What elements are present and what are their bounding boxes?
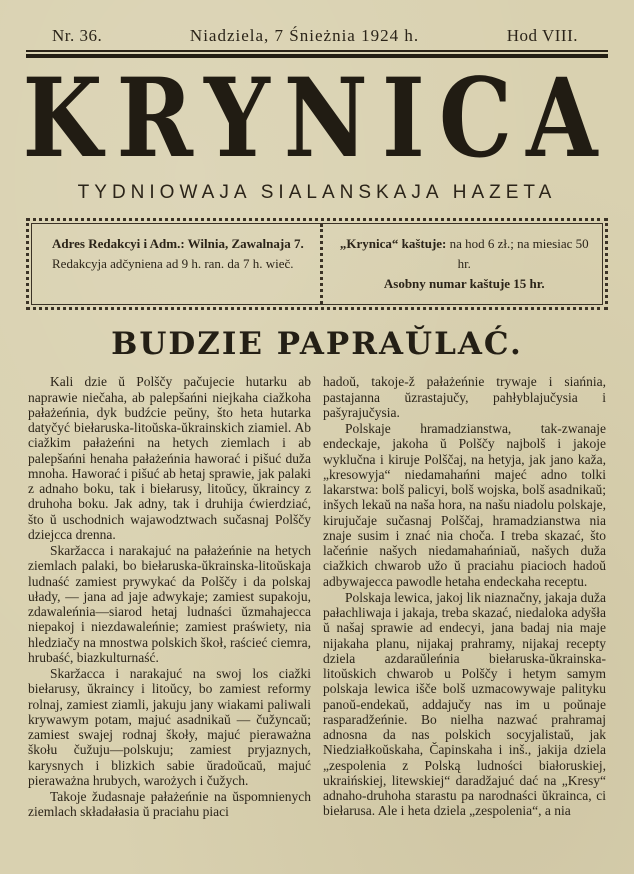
article-body: [0, 372, 634, 874]
price-label: „Krynica“ kaštuje:: [339, 236, 447, 251]
info-box: [26, 218, 608, 310]
issue-volume: Hod VIII.: [506, 26, 578, 45]
price-line: [335, 234, 595, 274]
editorial-address-cell: [32, 224, 320, 304]
subscription-price-cell: [320, 224, 603, 304]
article-headline: BUDZIE PAPRAŬLAĆ.: [111, 326, 523, 363]
info-box-inner: [31, 223, 603, 305]
single-issue-price-line: Asobny numar kaštuje 15 hr.: [383, 276, 545, 292]
header-rule-thin: [26, 50, 608, 52]
newspaper-title: KRYNICA: [22, 54, 612, 183]
editorial-address-line: Adres Redakcyi i Adm.: Wilnia, Zawalnaja 7.: [52, 236, 304, 251]
article-paragraph: Kali dzie ŭ Polščy pačujecie hutarku ab naprawie niečaha, ab palepšańni niejkaha ciažkoha pałażeńnia, dyk budźcie peŭny, što heta hutarka datyčyć biełaruska-litoŭska-ŭkrainskich ziamiel. Ab ciažkim pałażeńni na hetych ziemlach i ab palepšańni henaha pałażeńnia haworać i pišuć duža mnoha. Haworać i pišuć ab hetaj sprawie, jak palaki z adnaho boku, tak i biełarusy, litoŭcy, ŭkraincy z druhoha boku. Jak adny, tak i druhija ćwierdziać, što ŭ uschodnich wajawodztwach sučasnaj Polščy dziejcca drenna.: [28, 374, 311, 542]
editorial-hours-line: Redakcyja adčyniena ad 9 h. ran. da 7 h. wieč.: [52, 256, 294, 272]
article-column-right: [323, 374, 606, 874]
page-header: [0, 0, 634, 50]
article-column-left: [28, 374, 311, 874]
newspaper-subtitle: TYDNIOWAJA SIALANSKAJA HAZETA: [77, 182, 557, 203]
article-paragraph: Takoje žudasnaje pałażeńnie na ŭspomnienych ziemlach składałasia ŭ praciahu piaci: [28, 789, 311, 820]
price-detail: na hod 6 zł.; na miesiac 50 hr.: [446, 236, 589, 272]
masthead: [0, 54, 634, 204]
issue-date: Niadziela, 7 Śnieżnia 1924 h.: [189, 26, 420, 45]
article-paragraph: Polskaje hramadzianstwa, tak-zwanaje endeckaje, jakoha ŭ Polščy najbolš i jakoje wyklučna i kiruje Polščaj, na hetyja, jak jano kaža, „kresowyja“ niedamahańni majeć adno tolki lakarstwa: bolš palicyi, bolš wojska, bolš asadnikaŭ; inšych lekaŭ na naša hora, na našu niadolu polskaje, kirujučaje sučasnaj Polščaj, hramadzianstwa nia znaje susim i znać nia choča. I treba skazać, što lačeńnie našych niedamahańniaŭ, našych duža ciažkich chwarob užo ŭ praciahu piacioch hadoŭ adbywajecca pawodle hetaha endeckaha receptu.: [323, 421, 606, 589]
article-paragraph: Polskaja lewica, jakoj lik niaznačny, jakaja duža pałachliwaja i jakaja, treba skazać, niedaloka adyšła ŭ našaj sprawie ad endecyi, jana badaj nia maje nijakaha planu, nijakaj prahramy, nijakaj recepty dziela azdaraŭleńnia biełaruska-ŭkrainska-litoŭskich chwarob u Polščy i hetym samym polskaja lewica išče bolš uzmacowywaje palityku panoŭ-endekaŭ, addajučy nas im u poŭnaje rasparadžeńnie. Bo nielha nazwać prahramaj adnosna da nas polskich socyjalistaŭ, jak Niedziałkoŭskaha, Čapinskaha i inš., jakija dziela „zespolenia z Polską ludności białoruskiej, ukraińskiej, litewskiej“ daradžajuć dać na „Kresy“ adnaho-druhoha starastu pa narodnaści ŭkrainca, ci biełarusa. Ale i heta dziela „zespolenia“, a nia: [323, 589, 606, 819]
issue-number: Nr. 36.: [52, 26, 103, 45]
article-paragraph: hadoŭ, takoje-ž pałażeńnie trywaje i siańnia, pastajanna ŭzrastajučy, pahłyblajučysia i pašyrajučysia.: [323, 374, 606, 420]
article-paragraph: Skaržacca i narakajuć na pałażeńnie na hetych ziemlach palaki, bo biełaruska-ŭkrainska-litoŭskaja ludnaść zamiest prywykać da Polščy i da polskaj ułady, — jana ad jaje adwykaje; zamiest supakoju, zdawaleńnia—siarod hetaj ludnaści ŭzmahajecca niepakoj i niezdawaleńnie; zamiest praświety, nia hledziačy na mnostwa polskich škoł, raścieć ciemra, hrubaść, biazkulturnaść.: [28, 543, 311, 665]
article-paragraph: Skaržacca i narakajuć na swoj los ciažki biełarusy, ŭkraincy i litoŭcy, bo zamiest reformy rolnaj, zamiest ziamli, jakuju jany wiakami paliwali krywawym potam, majuć asadnikaŭ — čužyncaŭ; zamiest swajej rodnaj škoły, majuć pieraważna škołu čužuju—polskuju; zamiest pryjaznych, karysnych i blizkich sabie ŭradoŭcaŭ, majuć pieraważna hrubych, warożych i čužych.: [28, 666, 311, 788]
